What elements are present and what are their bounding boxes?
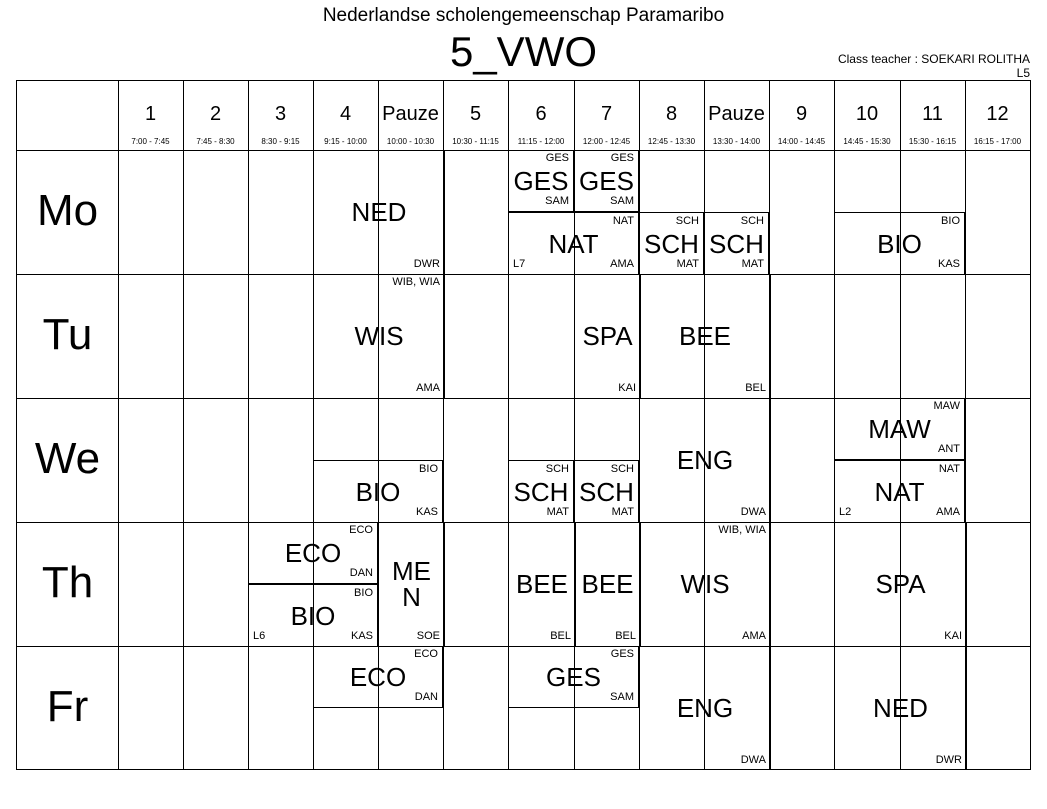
lesson-teacher: KAS xyxy=(937,258,960,270)
lesson-cell[interactable] xyxy=(639,398,771,522)
lesson-cell[interactable] xyxy=(834,522,967,646)
lesson-teacher: DAN xyxy=(349,567,373,579)
day-label: We xyxy=(34,434,101,483)
grid-horizontal-line xyxy=(17,274,1030,275)
lesson-teacher: SOE xyxy=(416,630,440,642)
lesson-teacher: SAM xyxy=(610,691,634,703)
lesson-room: L2 xyxy=(839,506,852,518)
lesson-cell[interactable] xyxy=(508,646,639,708)
period-label: 9 xyxy=(795,103,808,125)
grid-vertical-line xyxy=(248,81,249,769)
lesson-teacher: DWR xyxy=(413,258,440,270)
period-label: 11 xyxy=(922,103,943,125)
period-header xyxy=(769,81,834,150)
day-label: Fr xyxy=(46,682,89,731)
lesson-subject: WIS xyxy=(680,569,730,599)
lesson-subject: BEE xyxy=(581,569,634,599)
lesson-subject: NED xyxy=(873,693,928,723)
period-label: 3 xyxy=(274,103,287,125)
lesson-subject: NAT xyxy=(548,229,599,259)
lesson-group: SCH xyxy=(675,215,699,227)
lesson-group: SCH xyxy=(545,463,569,475)
period-time: 16:15 - 17:00 xyxy=(973,137,1022,146)
lesson-cell[interactable] xyxy=(574,522,641,646)
period-time: 12:00 - 12:45 xyxy=(582,137,631,146)
period-label: 5 xyxy=(469,103,482,125)
period-header xyxy=(834,81,900,150)
lesson-teacher: DAN xyxy=(414,691,438,703)
lesson-subject: ENG xyxy=(676,693,734,723)
period-header xyxy=(313,81,378,150)
lesson-subject: BEE xyxy=(515,569,569,599)
lesson-cell[interactable] xyxy=(574,150,639,212)
period-header xyxy=(704,81,769,150)
period-header xyxy=(248,81,313,150)
lesson-group: BIO xyxy=(354,587,373,599)
lesson-subject: ECO xyxy=(284,538,342,568)
lesson-subject: SCH xyxy=(709,229,764,259)
lesson-group: NAT xyxy=(612,215,634,227)
lesson-subject: BIO xyxy=(290,601,336,631)
lesson-teacher: BEL xyxy=(615,630,636,642)
lesson-cell[interactable] xyxy=(313,460,443,522)
lesson-cell[interactable] xyxy=(574,274,641,398)
lesson-cell[interactable] xyxy=(508,460,574,522)
lesson-subject: GES xyxy=(579,166,634,196)
lesson-cell[interactable] xyxy=(378,522,445,646)
lesson-subject: SPA xyxy=(875,569,926,599)
lesson-teacher: KAI xyxy=(618,382,636,394)
lesson-subject: ENG xyxy=(676,445,734,475)
period-header xyxy=(183,81,248,150)
lesson-cell[interactable] xyxy=(639,212,704,274)
period-label: 2 xyxy=(209,103,222,125)
lesson-teacher: DWA xyxy=(740,506,766,518)
lesson-cell[interactable] xyxy=(508,522,576,646)
class-room: L5 xyxy=(1016,66,1030,80)
grid-vertical-line xyxy=(183,81,184,769)
lesson-teacher: AMA xyxy=(742,630,766,642)
lesson-cell[interactable] xyxy=(639,646,771,770)
lesson-teacher: DWA xyxy=(740,754,766,766)
period-label: Pauze xyxy=(382,103,439,125)
lesson-group: SCH xyxy=(610,463,634,475)
grid-vertical-line xyxy=(118,81,119,769)
lesson-room: L7 xyxy=(513,258,526,270)
period-time: 13:30 - 14:00 xyxy=(712,137,761,146)
lesson-teacher: MAT xyxy=(546,506,569,518)
lesson-subject: SCH xyxy=(513,477,569,507)
lesson-group: WIB, WIA xyxy=(718,524,766,536)
lesson-subject: SCH xyxy=(579,477,634,507)
period-time: 14:00 - 14:45 xyxy=(777,137,826,146)
lesson-subject: NED xyxy=(351,197,407,227)
lesson-cell[interactable] xyxy=(313,150,445,274)
lesson-teacher: MAT xyxy=(741,258,764,270)
lesson-group: ECO xyxy=(349,524,373,536)
lesson-teacher: KAS xyxy=(350,630,373,642)
period-label: 12 xyxy=(986,103,1009,125)
lesson-group: NAT xyxy=(938,463,960,475)
lesson-subject: BIO xyxy=(355,477,401,507)
period-label: Pauze xyxy=(708,103,765,125)
period-header xyxy=(639,81,704,150)
lesson-group: GES xyxy=(610,648,634,660)
lesson-subject: ME N xyxy=(392,556,431,612)
period-label: 10 xyxy=(855,103,879,125)
period-label: 7 xyxy=(600,103,613,125)
lesson-teacher: MAT xyxy=(611,506,634,518)
period-header xyxy=(508,81,574,150)
period-time: 7:45 - 8:30 xyxy=(196,137,235,146)
lesson-cell[interactable] xyxy=(574,460,639,522)
lesson-teacher: KAI xyxy=(944,630,962,642)
period-label: 8 xyxy=(665,103,678,125)
lesson-cell[interactable] xyxy=(313,274,445,398)
lesson-subject: MAW xyxy=(868,414,931,444)
lesson-subject: GES xyxy=(513,166,569,196)
period-time: 8:30 - 9:15 xyxy=(261,137,300,146)
lesson-group: SCH xyxy=(740,215,764,227)
lesson-cell[interactable] xyxy=(508,212,639,274)
lesson-subject: GES xyxy=(546,662,601,692)
lesson-teacher: BEL xyxy=(745,382,766,394)
period-header xyxy=(900,81,965,150)
lesson-subject: WIS xyxy=(354,321,404,351)
lesson-subject: BEE xyxy=(678,321,732,351)
period-header xyxy=(965,81,1030,150)
day-label: Mo xyxy=(36,186,99,235)
lesson-group: ECO xyxy=(414,648,438,660)
lesson-group: WIB, WIA xyxy=(392,276,440,288)
period-time: 10:00 - 10:30 xyxy=(386,137,435,146)
lesson-cell[interactable] xyxy=(834,460,965,522)
lesson-cell[interactable] xyxy=(313,646,443,708)
lesson-group: GES xyxy=(545,152,569,164)
lesson-cell[interactable] xyxy=(248,584,378,646)
day-label: Th xyxy=(41,558,94,607)
lesson-teacher: KAS xyxy=(415,506,438,518)
lesson-group: BIO xyxy=(941,215,960,227)
lesson-teacher: ANT xyxy=(938,443,960,455)
period-time: 11:15 - 12:00 xyxy=(517,137,565,146)
lesson-group: BIO xyxy=(419,463,438,475)
lesson-teacher: SAM xyxy=(545,195,569,207)
period-header xyxy=(443,81,508,150)
period-header xyxy=(378,81,443,150)
period-time: 9:15 - 10:00 xyxy=(324,137,367,146)
school-name: Nederlandse scholengemeenschap Paramaribo xyxy=(322,5,725,26)
lesson-subject: SPA xyxy=(582,321,633,351)
lesson-cell[interactable] xyxy=(639,274,771,398)
lesson-teacher: DWR xyxy=(935,754,962,766)
lesson-teacher: SAM xyxy=(610,195,634,207)
lesson-cell[interactable] xyxy=(508,150,574,212)
lesson-room: L6 xyxy=(253,630,266,642)
period-label: 1 xyxy=(144,103,157,125)
period-label: 6 xyxy=(535,103,547,125)
lesson-teacher: MAT xyxy=(676,258,699,270)
period-header xyxy=(118,81,183,150)
lesson-cell[interactable] xyxy=(834,398,965,460)
lesson-cell[interactable] xyxy=(834,212,965,274)
lesson-subject: ECO xyxy=(349,662,407,692)
day-label: Tu xyxy=(42,310,93,359)
period-time: 7:00 - 7:45 xyxy=(131,137,170,146)
lesson-cell[interactable] xyxy=(704,212,769,274)
lesson-teacher: AMA xyxy=(416,382,440,394)
class-title: 5_VWO xyxy=(449,28,598,75)
period-label: 4 xyxy=(339,103,352,125)
period-time: 12:45 - 13:30 xyxy=(647,137,696,146)
lesson-teacher: BEL xyxy=(550,630,571,642)
lesson-teacher: AMA xyxy=(610,258,634,270)
period-time: 14:45 - 15:30 xyxy=(843,137,891,146)
period-time: 10:30 - 11:15 xyxy=(452,137,499,146)
lesson-subject: SCH xyxy=(644,229,699,259)
lesson-subject: NAT xyxy=(874,477,925,507)
lesson-cell[interactable] xyxy=(639,522,771,646)
class-teacher: Class teacher : SOEKARI ROLITHA xyxy=(837,52,1030,66)
lesson-group: MAW xyxy=(933,400,960,412)
period-time: 15:30 - 16:15 xyxy=(908,137,957,146)
lesson-group: GES xyxy=(610,152,634,164)
timetable-grid xyxy=(16,80,1031,770)
lesson-cell[interactable] xyxy=(248,522,378,584)
period-header xyxy=(574,81,639,150)
lesson-teacher: AMA xyxy=(936,506,960,518)
lesson-subject: BIO xyxy=(877,229,922,259)
lesson-cell[interactable] xyxy=(834,646,967,770)
